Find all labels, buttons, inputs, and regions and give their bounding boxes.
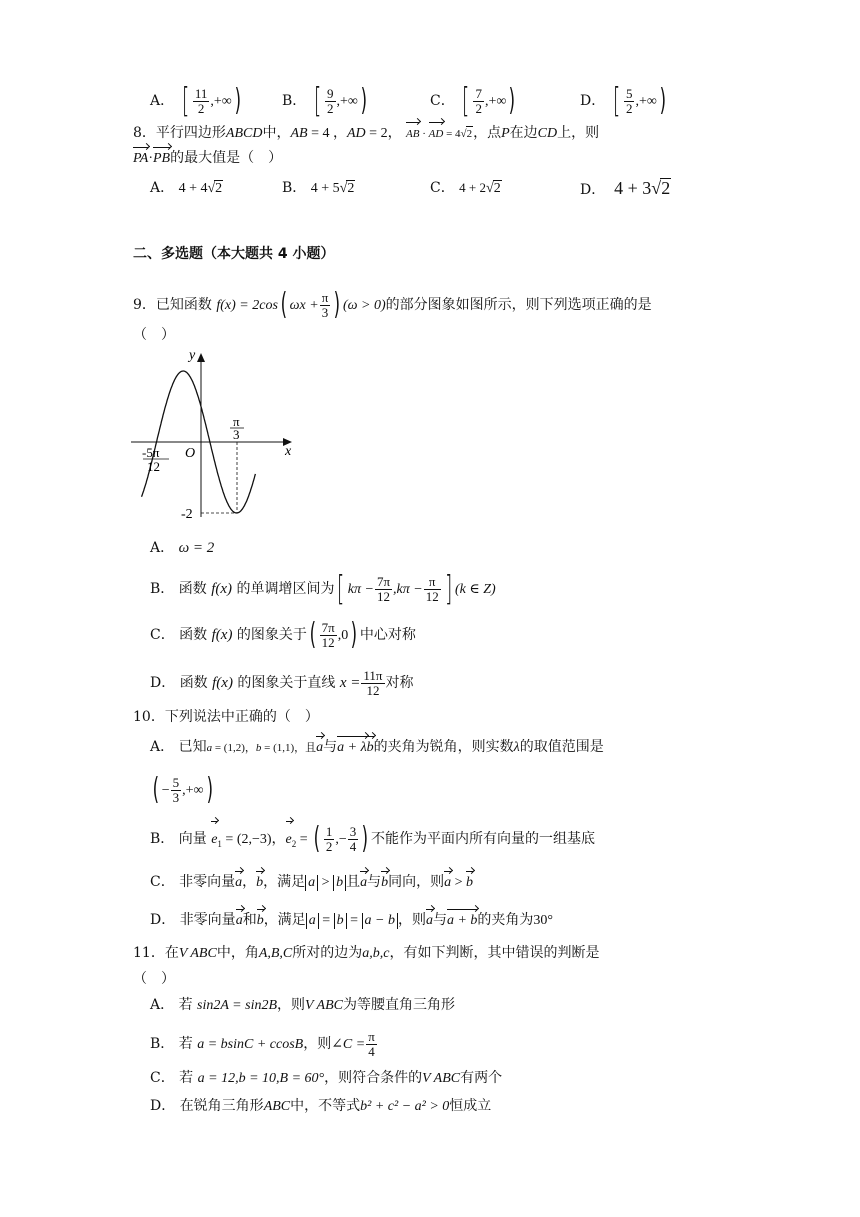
q7-option-b [282,81,370,121]
text: 的单调增区间为 [236,581,335,597]
text: 向量 [178,831,207,847]
bracket-left: [ [462,81,470,121]
vector: a [316,738,323,758]
text: 所对的边为 [292,945,363,961]
text: ，则符合条件的 [324,1070,423,1086]
denominator: 12 [320,635,337,650]
math: (ω > 0) [342,298,386,313]
vector: PB [153,149,170,169]
fraction [361,669,384,698]
left-root-denominator: 12 [147,459,160,474]
left-root-numerator: -5π [142,445,160,460]
text: ，有如下判断，其中错误的判断是 [389,945,600,961]
q11-option-b [150,1027,378,1062]
paren-right: ) [508,83,516,118]
section-heading: 二、多选题（本大题共 4 小题） [133,246,335,262]
option-label: C． [430,180,455,196]
text: 为等腰直角三角形 [343,997,456,1013]
sqrt-radicand: 2 [661,178,671,198]
fraction [193,87,210,116]
text: 与 [367,874,382,890]
math: = 2， [365,126,402,141]
text: 非零向量 [179,912,236,928]
math: V ABC [305,998,344,1013]
text: 中，角 [216,945,259,961]
q8-stem-line2: PA·PB的最大值是（ ） [133,148,282,169]
denominator: 2 [325,838,333,854]
denominator: 12 [425,588,439,604]
vector: a [360,873,367,893]
option-label: B． [150,581,175,597]
denominator: 3 [320,305,331,320]
fraction [348,825,359,854]
vector: a [206,742,213,754]
text: 若 [178,1036,193,1052]
text: 的夹角为锐角，则实数 [373,739,514,755]
math: ω = 2 [178,540,215,556]
text: 在锐角三角形 [179,1098,264,1114]
text: 对称 [385,675,414,691]
x-label: x [285,444,292,459]
math: 4 + 5 [310,181,340,196]
text: 和 [242,912,257,928]
vector: a [426,911,433,931]
math: a = bsinC + ccosB [197,1037,304,1052]
q10-option-a-range: ( − $\frac{5}{3}$ ,+∞) [152,772,213,807]
bracket-left: [ [181,81,189,121]
text: ，则 [303,1036,332,1052]
math: 4 + 2 [459,180,487,195]
math: f(x) [211,581,233,597]
math: 4 + 4 [178,181,208,196]
math: f(x) = 2cos [216,298,278,313]
option-label: A． [150,93,175,109]
interval-tail: ,+∞ [210,94,232,109]
q9-option-c: C． 函数 f(x) 的图象关于( $\frac{7\pi}{12}$ ,0) 中心对称 [150,617,416,652]
option-label: B． [282,180,307,196]
text: 的夹角为 [477,912,534,928]
fraction [375,575,392,604]
option-label: C． [150,1070,175,1086]
vector-magnitude: a − b [362,913,398,929]
interval-tail: ,+∞ [635,94,657,109]
text: 已知 [178,739,207,755]
vector: a [236,911,243,931]
text: 在 [164,945,179,961]
paren-right: ) [659,83,666,118]
option-label: D． [580,93,606,109]
math: > [318,875,334,890]
q9-option-d [150,666,414,700]
option-label: C． [150,874,175,890]
q11-stem [133,943,600,964]
text: 的取值范围是 [519,739,604,755]
math: P [501,126,510,141]
text: ，则 [397,912,426,928]
y-axis-arrow [197,353,205,362]
math: a,b,c [362,946,390,961]
question-number: 9． [133,297,156,313]
pi-third-numerator: π [233,414,240,429]
bracket-left: [ [612,81,620,121]
text: ，则 [277,997,306,1013]
text: 平行四边形 [155,125,226,141]
text: 上，则 [557,125,600,141]
math: = (1,1)，且 [261,742,317,754]
q10-option-c [150,872,473,893]
math: sin2A = sin2B [197,998,278,1013]
fraction [171,776,182,805]
text: 且 [346,874,361,890]
paren-right: ) [360,83,367,118]
vector: b [466,873,473,893]
numerator: 7π [376,573,391,589]
math: AB [290,126,308,141]
min-label: -2 [181,507,193,522]
denominator: 12 [361,683,384,698]
q9-paren: （ ） [133,327,175,343]
q7-option-a [150,81,243,121]
option-label: B． [150,831,175,847]
text: ，点 [473,125,502,141]
math: ,kπ − [393,582,423,597]
math: f(x) [212,675,233,691]
vector: a [235,873,242,893]
q9-graph [125,345,300,525]
vector: e [211,823,217,857]
option-label: A． [150,997,175,1013]
math: A,B,C [258,946,293,961]
q8-option-d: D． 4 + 3√2 [580,178,671,198]
question-number: 10． [133,709,165,725]
option-label: D． [150,675,176,691]
math: = 4 [443,128,461,140]
numerator: 11 [194,85,208,101]
numerator: 7π [321,619,335,635]
math: ABC [263,1099,291,1114]
vector-magnitude: b [334,913,347,929]
denominator: 4 [366,1044,377,1059]
q7-option-d [580,81,669,121]
math: 4 + 3 [614,178,652,198]
sqrt-radicand: 2 [347,181,355,196]
math: = (1,2)， [212,742,256,754]
q11-paren: （ ） [133,971,175,987]
text: 的最大值是（ ） [170,150,283,166]
math: > [451,875,466,890]
fraction [624,87,635,116]
text: 与 [323,739,338,755]
vector: b [255,742,262,754]
numerator: 3 [349,823,357,839]
fraction [320,291,331,320]
math: b² + c² − a² > 0 [360,1099,450,1114]
denominator: 4 [349,838,357,854]
vector: a + b [447,911,477,931]
denominator: 2 [193,101,210,116]
numerator: π [321,289,329,305]
sqrt-radicand: 2 [215,181,223,196]
math: − [161,783,170,798]
interval-tail: ,+∞ [336,94,358,109]
vector: b [256,873,263,893]
pi-third-denominator: 3 [233,427,240,442]
text: ， [242,874,257,890]
denominator: 2 [327,100,334,116]
q10-stem [133,707,319,727]
math: ABCD [225,126,263,141]
numerator: π [428,573,436,589]
numerator: 5 [172,774,180,790]
q8-option-c: C． 4 + 2√2 [430,180,501,196]
vector: b [367,738,374,758]
denominator: 12 [375,589,392,604]
math: a = 12,b = 10,B = 60° [197,1071,325,1086]
option-label: B． [282,93,307,109]
math: CD [537,126,558,141]
q11-option-a [150,995,455,1016]
math: V ABC [422,1071,461,1086]
sqrt-radicand: 2 [466,128,473,140]
fraction [424,575,441,604]
q9-option-b: B． 函数 f(x) 的单调增区间为[ kπ − $\frac{7\pi}{12}$ ,kπ − $\frac{\pi}{12}$ ] (k ∈ Z) [150,569,496,609]
option-label: C． [150,627,175,643]
vector: PA [133,149,148,169]
text: 与 [432,912,447,928]
text: 若 [179,1070,194,1086]
vector: a [444,873,451,893]
vector: b [381,873,388,893]
text: 有两个 [460,1070,503,1086]
math: = 4 ， [307,126,347,141]
origin-label: O [185,446,196,461]
vector: a + λ [337,738,367,758]
q11-option-d [150,1096,491,1117]
paren-right: ) [234,83,241,118]
option-label: D． [580,182,606,198]
q7-option-c [430,81,518,121]
option-label: A． [150,739,175,755]
question-number: 11． [133,945,165,961]
bracket-left: [ [313,81,322,121]
fraction [473,87,484,116]
math: λ [513,740,520,755]
math: f(x) [211,627,233,643]
sqrt-radicand: 2 [493,181,501,196]
math: = (2,−3)， [221,832,286,847]
vector: AB [406,124,419,144]
fraction [324,825,335,854]
math: ∠C = [331,1037,366,1052]
text: 中心对称 [359,627,416,643]
math: ,+∞ [182,783,204,798]
math: = [296,832,312,847]
math: V ABC [178,946,217,961]
text: 不能作为平面内所有向量的一组基底 [371,831,596,847]
numerator: 5 [625,85,633,101]
q8-stem-line1: 8．平行四边形ABCD中，AB = 4 ，AD = 2， AB · AD = 4√2，点P在边CD上，则 [133,123,599,144]
option-label: A． [150,540,175,556]
math: ,0 [337,628,349,643]
option-label: A． [150,180,175,196]
text: 函数 [179,675,208,691]
text: 已知函数 [155,297,212,313]
math: (k ∈ Z) [454,582,496,597]
interval-tail: ,+∞ [484,94,507,109]
text: 下列说法中正确的（ ） [164,709,319,725]
option-label: D． [150,1098,176,1114]
text: 的图象关于直线 [237,675,336,691]
q10-option-a [150,737,604,758]
denominator: 2 [625,100,633,116]
text: 中，不等式 [290,1098,361,1114]
text: ，满足 [263,912,306,928]
vector: b [257,911,264,931]
denominator: 2 [475,100,482,116]
question-number: 8． [133,125,156,141]
text: 恒成立 [449,1098,492,1114]
text: 中， [262,125,291,141]
fraction [325,87,336,116]
option-label: C． [430,93,455,109]
numerator: π [368,1028,375,1044]
q11-option-c [150,1068,502,1089]
q9-option-a [150,538,214,558]
text: ，满足 [263,874,306,890]
q9-stem: 9．已知函数 f(x) = 2cos( ωx + $\frac{\pi}{3}$ ) (ω > 0)的部分图象如图所示，则下列选项正确的是 [133,287,652,322]
math: x = [339,675,361,691]
q8-option-a: A． 4 + 4√2 [150,180,223,196]
text: 的图象关于 [236,627,307,643]
math: AD [347,126,366,141]
vector: e [286,823,292,857]
text: 非零向量 [179,874,236,890]
numerator: 9 [327,85,334,101]
text: 在边 [509,125,538,141]
text: 若 [178,997,193,1013]
option-label: D． [150,912,176,928]
text: 同向，则 [388,874,445,890]
math: kπ − [347,582,374,597]
math: ωx + [289,298,319,313]
math: 30° [533,913,554,928]
numerator: 11π [363,667,383,683]
y-label: y [189,348,196,363]
denominator: 3 [172,789,180,805]
text: 函数 [179,627,208,643]
numerator: 7 [475,85,482,101]
q8-option-b: B． 4 + 5√2 [282,180,355,196]
q10-option-b: B． 向量 $e_1 = (2,-3)$，$e_2$ = ( $\frac{1}{2}$ ,− $\frac{3}{4}$ ) 不能作为平面内所有向量的一组基底 [150,821,596,856]
numerator: 1 [325,823,333,839]
fraction [320,621,337,650]
vector-magnitude: b [333,875,346,891]
vector-magnitude: a [306,913,319,929]
fraction [366,1030,377,1059]
q10-option-d: D． 非零向量a和b，满足 a = b = a − b ，则a与a + b的夹角为30° [150,910,553,931]
text: 的部分图象如图所示，则下列选项正确的是 [385,297,652,313]
option-label: B． [150,1036,175,1052]
vector: AD [429,124,444,144]
text: 函数 [178,581,207,597]
vector-magnitude: a [305,875,318,891]
